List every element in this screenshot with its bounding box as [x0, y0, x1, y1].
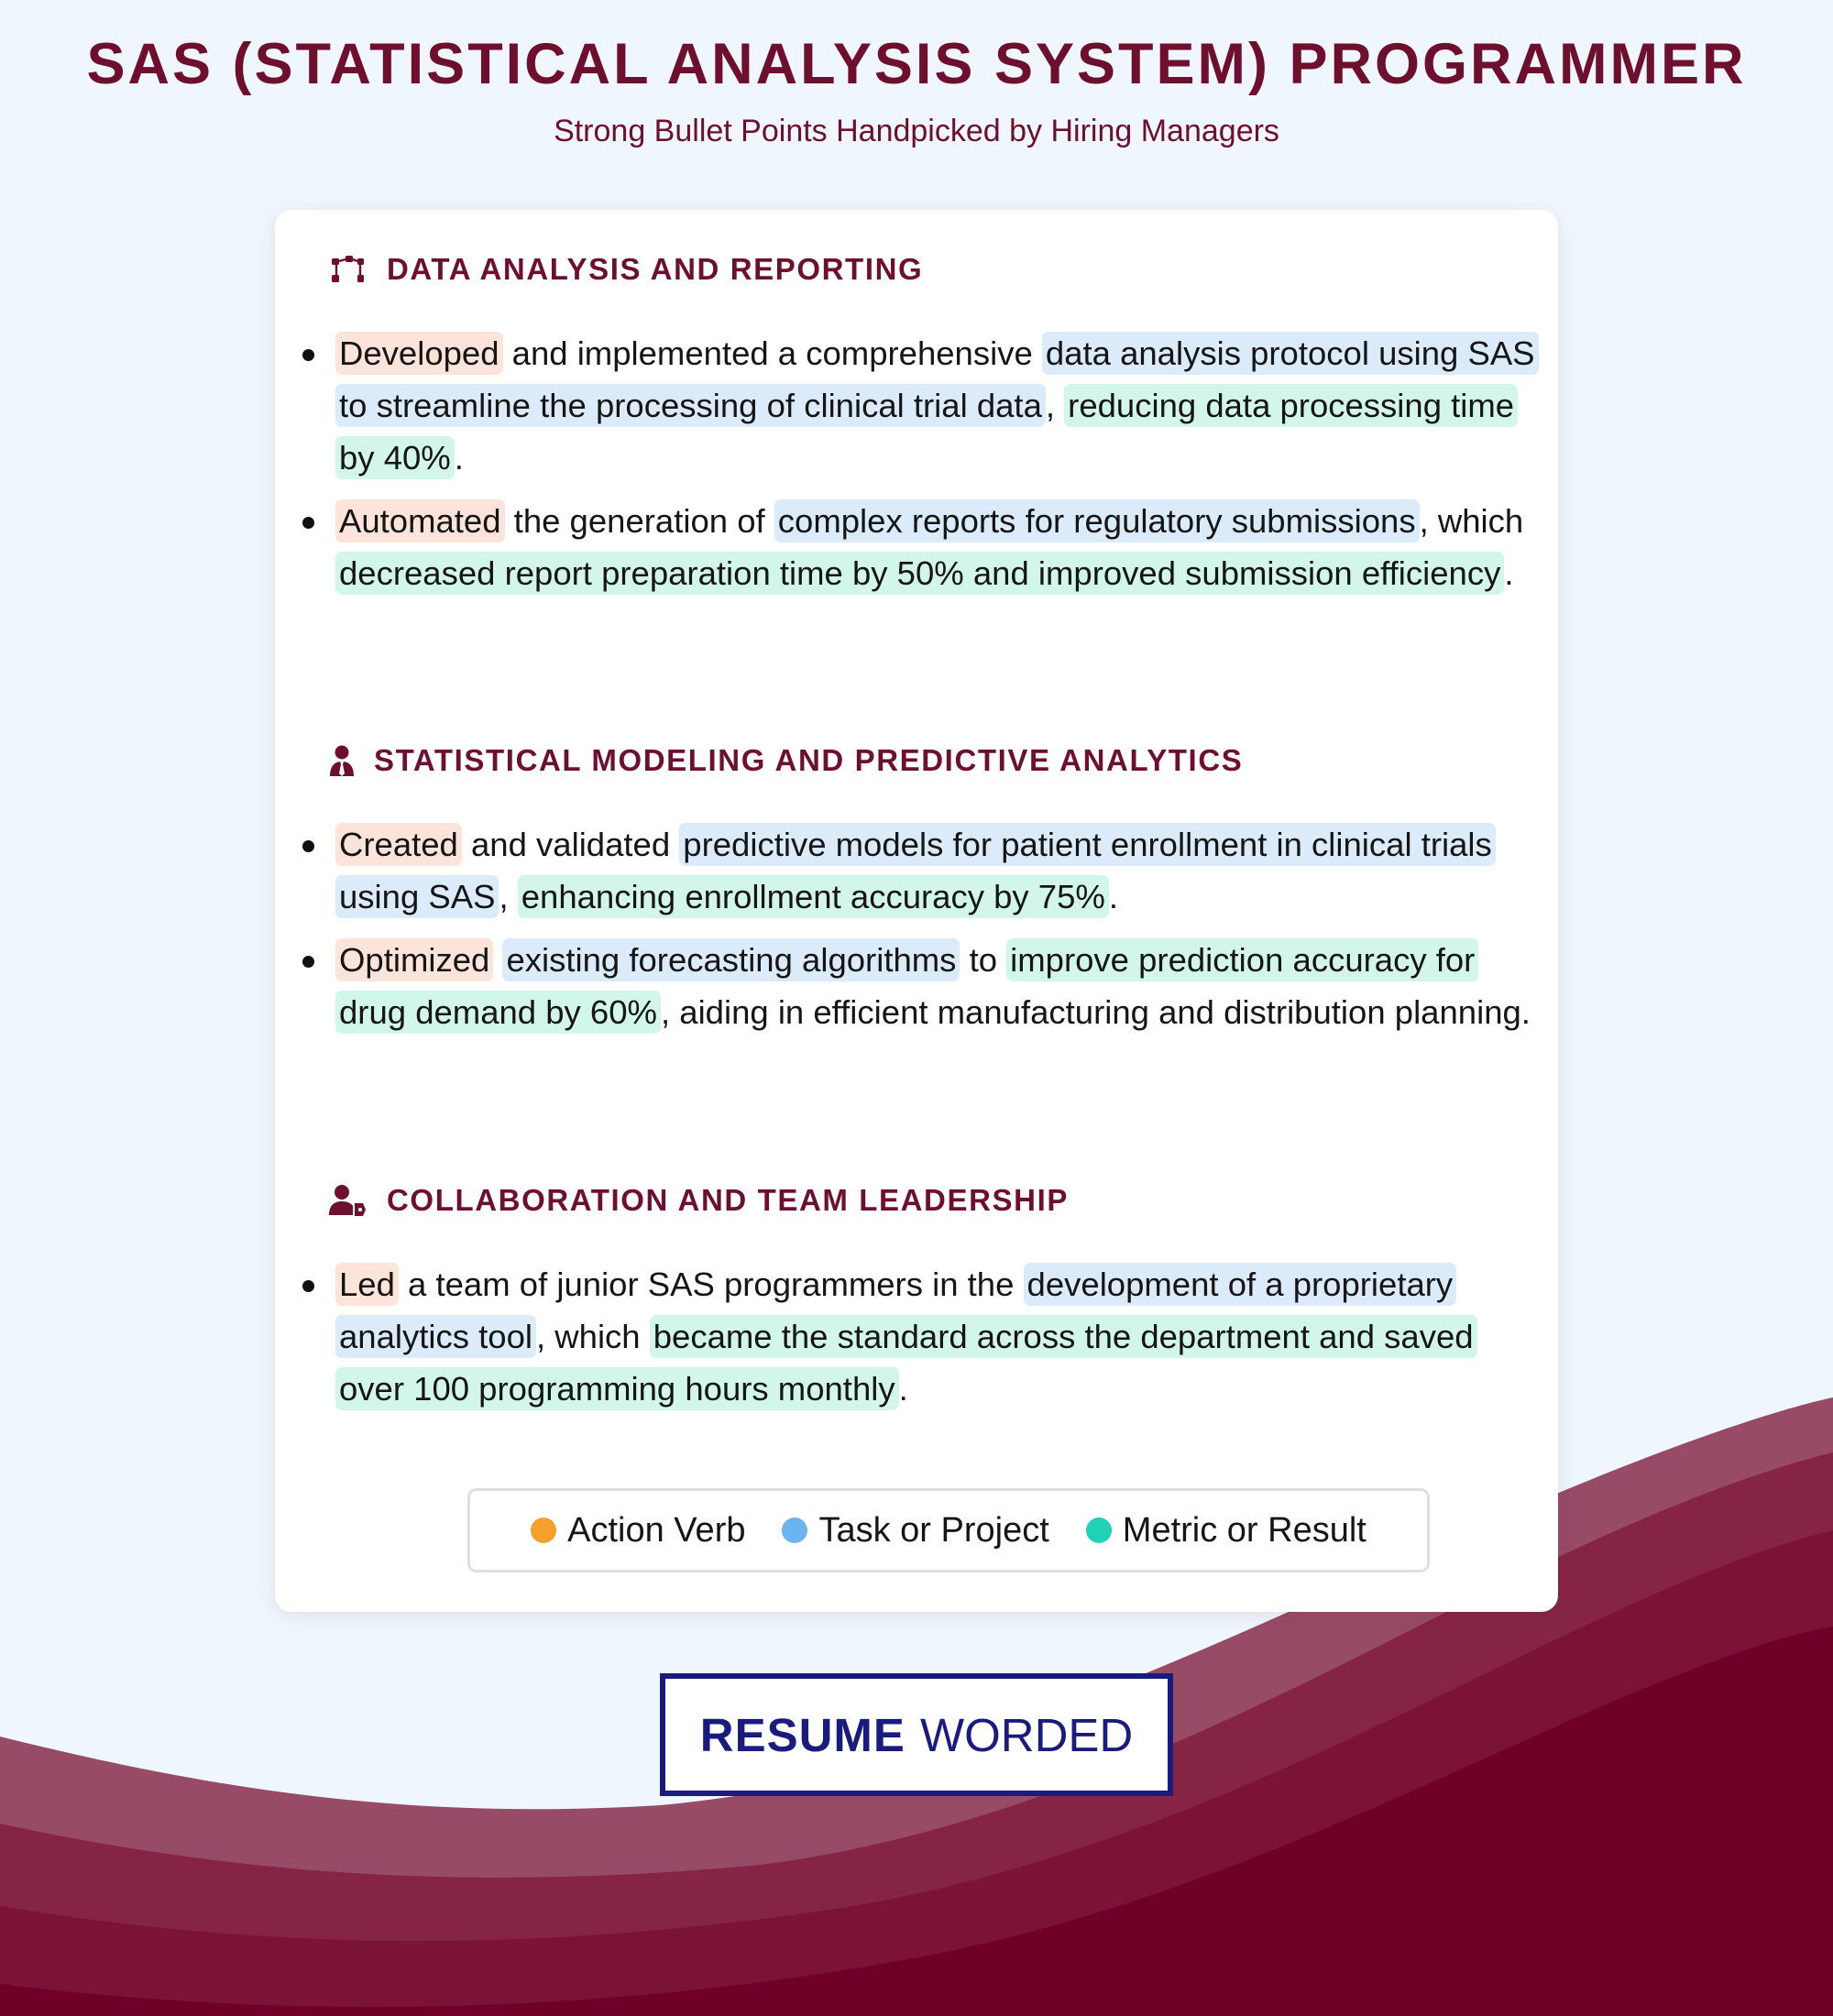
user-tag-icon [328, 1181, 367, 1220]
user-tie-icon [328, 741, 356, 780]
bullet-text: , [1045, 387, 1065, 424]
bullet-list [275, 327, 1558, 610]
page-title: SAS (STATISTICAL ANALYSIS SYSTEM) PROGRAMMER [86, 32, 1747, 96]
bullet-list [275, 818, 1558, 1049]
task-or-project: data analysis protocol using SAS to streamline the processing of clinical trial data [335, 332, 1539, 427]
metric-or-result: reducing data processing time by 40% [335, 384, 1518, 479]
bullet-list [275, 1258, 1558, 1426]
section-header [328, 738, 1243, 783]
logo-text-strong: RESUME [699, 1708, 906, 1761]
bullet-text: and validated [461, 826, 680, 863]
legend-item-task-or-project [782, 1511, 1048, 1550]
logo-text-light: WORDED [919, 1708, 1134, 1761]
bullet-point [275, 1258, 1558, 1415]
page-subtitle: Strong Bullet Points Handpicked by Hiring Managers [554, 114, 1279, 148]
legend-item-metric-or-result [1086, 1511, 1367, 1550]
section-title: STATISTICAL MODELING AND PREDICTIVE ANALYTICS [374, 743, 1244, 777]
bullet-point [275, 818, 1558, 923]
action-verb: Automated [335, 499, 505, 542]
bullet-text: , [499, 878, 518, 915]
metric-dot-icon [1086, 1517, 1112, 1543]
bullet-text: the generation of [504, 502, 774, 540]
resume-worded-logo[interactable] [660, 1673, 1173, 1796]
task-dot-icon [782, 1517, 807, 1543]
bullet-text: . [898, 1370, 908, 1408]
bullet-text: , aiding in efficient manufacturing and distribution planning. [660, 993, 1531, 1031]
highlight-legend [467, 1488, 1430, 1572]
metric-or-result: improve prediction accuracy for drug demand by 60% [335, 938, 1478, 1034]
metric-or-result: enhancing enrollment accuracy by 75% [518, 875, 1109, 918]
task-or-project: existing forecasting algorithms [502, 938, 960, 981]
legend-label: Metric or Result [1122, 1510, 1367, 1550]
bullet-text: . [1108, 878, 1118, 915]
bullet-text: . [1504, 554, 1514, 592]
bullet-text: and implemented a comprehensive [502, 334, 1042, 372]
network-nodes-icon [328, 250, 367, 289]
metric-or-result: decreased report preparation time by 50% and improved submission efficiency [335, 552, 1504, 595]
action-verb: Led [335, 1263, 399, 1306]
legend-label: Action Verb [567, 1510, 746, 1550]
action-verb: Created [335, 823, 462, 866]
legend-label: Task or Project [818, 1510, 1049, 1550]
bullet-points-card [275, 210, 1558, 1612]
action-verb-dot-icon [531, 1517, 556, 1543]
metric-or-result: became the standard across the department and saved over 100 programming hours monthly [335, 1315, 1477, 1410]
bullet-text: . [454, 439, 464, 477]
bullet-text: to [960, 941, 1007, 979]
section-header [328, 1178, 1069, 1223]
task-or-project: complex reports for regulatory submissions [774, 499, 1420, 542]
bullet-text: , which [1419, 502, 1524, 540]
bullet-point [275, 495, 1558, 599]
bullet-text: a team of junior SAS programmers in the [398, 1265, 1024, 1303]
legend-item-action-verb [531, 1511, 745, 1550]
section-header [328, 247, 923, 292]
bullet-text [493, 941, 502, 979]
section-title: COLLABORATION AND TEAM LEADERSHIP [387, 1183, 1069, 1217]
task-or-project: development of a proprietary analytics tool [335, 1263, 1456, 1358]
action-verb: Developed [335, 332, 503, 375]
section-title: DATA ANALYSIS AND REPORTING [387, 252, 924, 286]
task-or-project: predictive models for patient enrollment in clinical trials using SAS [335, 823, 1496, 918]
action-verb: Optimized [335, 938, 493, 981]
bullet-point [275, 327, 1558, 484]
bullet-text: , which [536, 1318, 650, 1355]
bullet-point [275, 934, 1558, 1038]
